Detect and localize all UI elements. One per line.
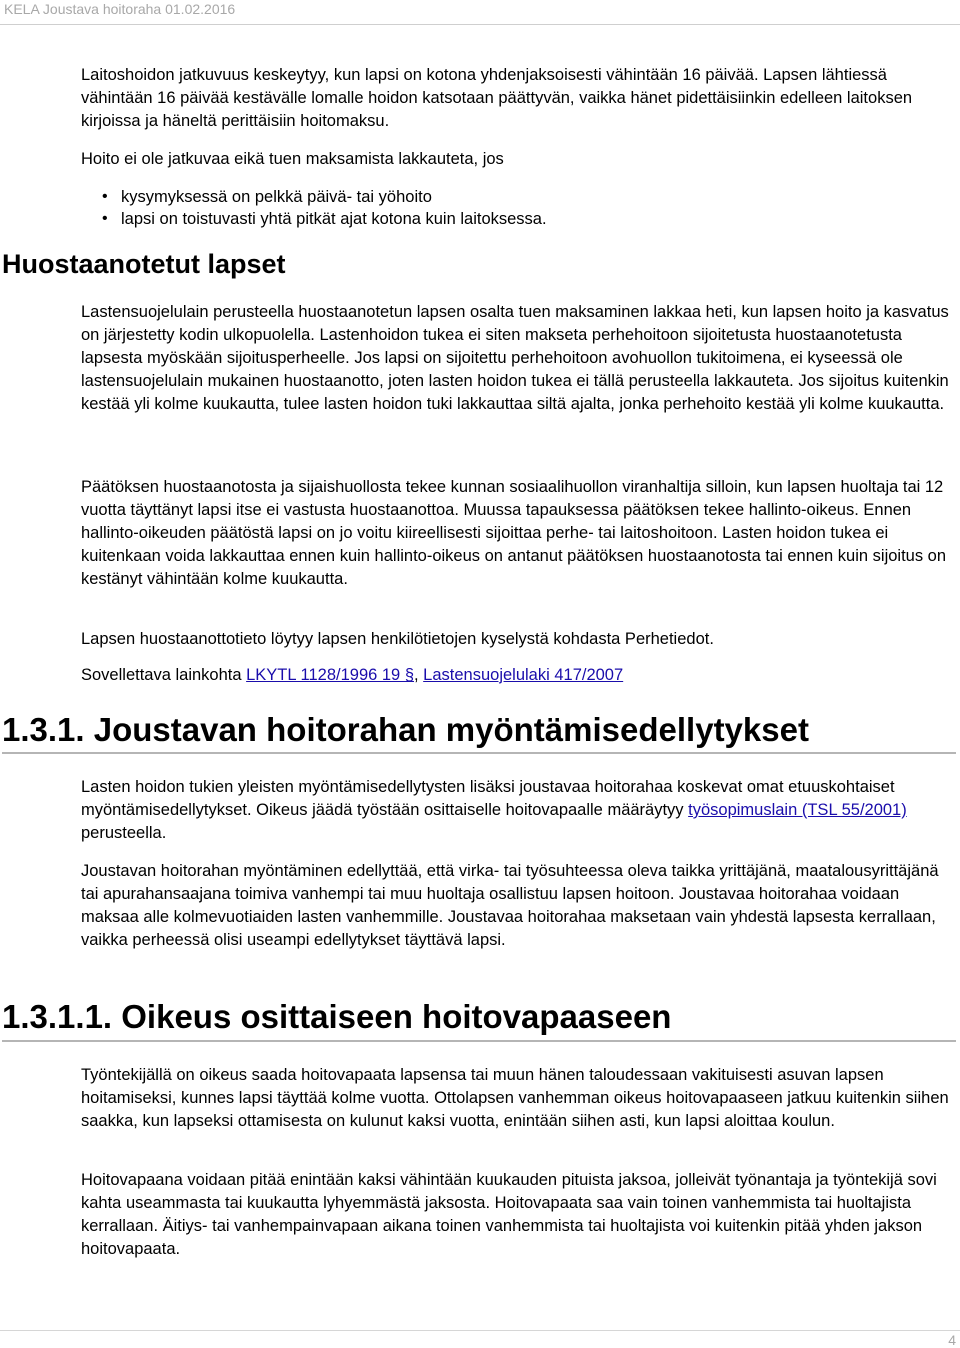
intro-paragraph-1: Laitoshoidon jatkuvuus keskeytyy, kun lapsi on kotona yhdenjaksoisesti vähintään 16 päivää. Lapsen lähtiessä vähintään 16 päivää kestävälle lomalle hoidon katsotaan päättyvän, vaikka hänet pidettäisiinkin edelleen laitoksen kirjoissa ja häneltä perittäisiin hoitomaksu. <box>81 66 913 130</box>
link-tyosopimuslaki[interactable]: työsopimuslain (TSL 55/2001) <box>688 801 907 819</box>
section-131-p1-text: Lasten hoidon tukien yleisten myöntämisedellytysten lisäksi joustavaa hoitorahaa koskevat omat etuuskohtaiset myöntämisedellytykset. Oikeus jäädä työstään osittaiselle hoitovapaalle määräytyy <box>81 778 895 819</box>
section-1311-paragraph-1: Työntekijällä on oikeus saada hoitovapaata lapsensa tai muun hänen taloudessaan vakituisesti asuvan lapsen hoitamiseksi, kunnes lapsi täyttää kolme vuotta. Ottolapsen vanhemman oikeus hoitovapaaseen jatkuu kuitenkin siihen saakka, kun lapseksi ottamisesta on kulunut kaksi vuotta, enintään siihen asti, kun lapsi aloittaa koulun. <box>81 1066 949 1130</box>
heading-huostaanotetut-lapset: Huostaanotetut lapset <box>2 249 286 279</box>
law-prefix: Sovellettava lainkohta <box>81 666 247 684</box>
list-item-text: kysymyksessä on pelkkä päivä- tai yöhoito <box>121 188 432 206</box>
bullet-icon: • <box>102 210 108 227</box>
link-lkytl[interactable]: LKYTL 1128/1996 19 § <box>246 666 414 684</box>
list-item <box>102 208 922 230</box>
link-lastensuojelulaki[interactable]: Lastensuojelulaki 417/2007 <box>423 666 624 684</box>
footer-divider <box>0 1330 960 1331</box>
applicable-law-line <box>81 664 957 687</box>
intro-paragraph-2: Hoito ei ole jatkuvaa eikä tuen maksamista lakkauteta, jos <box>81 150 504 168</box>
page-number: 4 <box>948 1332 956 1348</box>
list-item-text: lapsi on toistuvasti yhtä pitkät ajat kotona kuin laitoksessa. <box>121 210 547 228</box>
heading-1-3-1: 1.3.1. Joustavan hoitorahan myöntämisedellytykset <box>2 711 809 748</box>
law-separator: , <box>414 666 424 684</box>
bullet-icon: • <box>102 188 108 205</box>
section-1311-paragraph-2: Hoitovapaana voidaan pitää enintään kaksi vähintään kuukauden pituista jaksoa, jolleivät työnantaja ja työntekijä sovi kahta useammasta tai kuukautta lyhyemmästä jaksosta. Hoitovapaata saa vain toinen vanhemmista tai huoltajista kerrallaan. Äitiys- tai vanhempainvapaan aikana toinen vanhemmista tai huoltajista voi kuitenkin pitää yhden jakson hoitovapaata. <box>81 1171 937 1258</box>
page-header <box>0 0 960 25</box>
huostaan-paragraph-3: Lapsen huostaanottotieto löytyy lapsen henkilötietojen kyselystä kohdasta Perhetiedot. <box>81 630 714 648</box>
huostaan-paragraph-1: Lastensuojelulain perusteella huostaanotetun lapsen osalta tuen maksaminen lakkaa heti, kun lapsen hoito ja kasvatus on järjestetty kodin ulkopuolella. Lastenhoidon tukea ei siten makseta perhehoitoon sijoitetusta huostaanotetusta lapsesta myöskään sijoitusperheelle. Jos lapsi on sijoitettu perhehoitoon avohuollon tukitoimena, ei kyseessä ole lastensuojelulain mukainen huostaanotto, joten lasten hoidon tukea ei tällä perusteella lakkauteta. Jos sijoitus kuitenkin kestää yli kolme kuukautta, tulee lasten hoidon tuki lakkauttaa siltä ajalta, jonka perhehoito kestää yli kolme kuukautta. <box>81 303 949 413</box>
section-131-p1-tail: perusteella. <box>81 824 167 842</box>
list-item <box>102 186 922 208</box>
huostaan-paragraph-2: Päätöksen huostaanotosta ja sijaishuollosta tekee kunnan sosiaalihuollon viranhaltija silloin, kun lapsen huoltaja tai 12 vuotta täyttänyt lapsi itse ei vastusta huostaanottoa. Muussa tapauksessa päätöksen tekee hallinto-oikeus. Ennen hallinto-oikeuden päätöstä lapsi on jo voitu kiireellisesti sijoittaa perhe- tai laitoshoitoon. Lasten hoidon tukea ei kuitenkaan voida lakkauttaa ennen kuin hallinto-oikeus on antanut päätöksen huostaanotosta tai ennen kuin sijoitus on kestänyt vähintään kolme kuukautta. <box>81 478 947 588</box>
heading-divider <box>2 1040 956 1042</box>
section-131-paragraph-1 <box>81 776 957 845</box>
section-131-paragraph-2: Joustavan hoitorahan myöntäminen edellyttää, että virka- tai työsuhteessa oleva taikka yrittäjänä, maatalousyrittäjänä tai apurahansaajana toimiva vanhempi tai muu huoltaja osallistuu lapsen hoitoon. Joustavaa hoitorahaa voidaan maksaa alle kolmevuotiaiden lasten vanhemmille. Joustavaa hoitorahaa maksetaan vain yhdestä lapsesta kerrallaan, vaikka perheessä olisi useampi edellytykset täyttävä lapsi. <box>81 862 939 949</box>
heading-1-3-1-1: 1.3.1.1. Oikeus osittaiseen hoitovapaaseen <box>2 998 672 1035</box>
bullet-list <box>102 186 922 230</box>
heading-divider <box>2 752 956 754</box>
document-title: KELA Joustava hoitoraha 01.02.2016 <box>4 1 236 17</box>
